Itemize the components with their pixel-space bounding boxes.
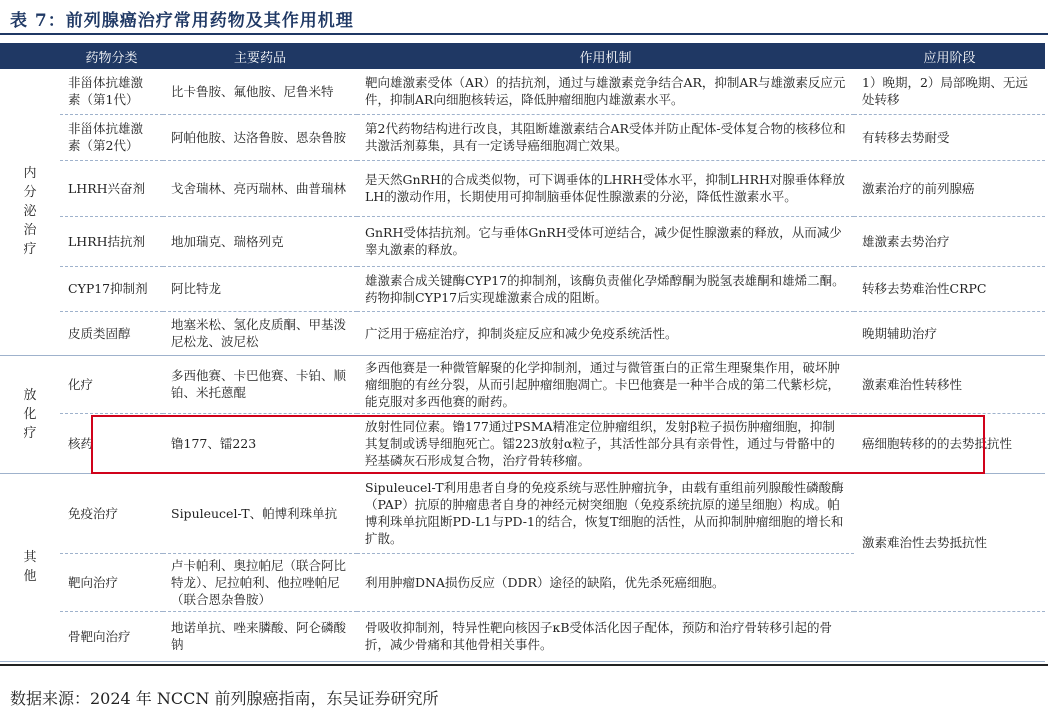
cell-mechanism: 靶向雄激素受体（AR）的拮抗剂，通过与雄激素竞争结合AR，抑制AR与雄激素反应元件，抑制AR向细胞核转运，降低肿瘤细胞内雄激素水平。 [357, 69, 854, 114]
table-row [0, 69, 1045, 114]
cell-class: CYP17抑制剂 [60, 266, 163, 311]
group-chemo: 放化疗 [0, 355, 60, 473]
cell-mechanism: GnRH受体拮抗剂。它与垂体GnRH受体可逆结合，减少促性腺激素的释放，从而减少睾丸激素的释放。 [357, 216, 854, 266]
cell-drugs: 阿帕他胺、达洛鲁胺、恩杂鲁胺 [163, 114, 357, 160]
cell-stage [854, 611, 1045, 661]
cell-stage: 转移去势难治性CRPC [854, 266, 1045, 311]
cell-stage: 激素治疗的前列腺癌 [854, 160, 1045, 216]
table-row [0, 611, 1045, 661]
header-class: 药物分类 [60, 43, 163, 69]
table-title: 表 7：前列腺癌治疗常用药物及其作用机理 [10, 11, 354, 31]
cell-drugs: 比卡鲁胺、氟他胺、尼鲁米特 [163, 69, 357, 114]
cell-class: 靶向治疗 [60, 553, 163, 611]
cell-drugs: 阿比特龙 [163, 266, 357, 311]
highlight-box [91, 415, 985, 474]
table-row [0, 160, 1045, 216]
header-drugs: 主要药品 [163, 43, 357, 69]
cell-stage: 1）晚期，2）局部晚期、无远处转移 [854, 69, 1045, 114]
header-stage: 应用阶段 [854, 43, 1045, 69]
table-row [0, 216, 1045, 266]
header-group [0, 43, 60, 69]
group-endocrine: 内分泌治疗 [0, 69, 60, 355]
cell-drugs: 戈舍瑞林、亮丙瑞林、曲普瑞林 [163, 160, 357, 216]
cell-class: 免疫治疗 [60, 473, 163, 553]
cell-mechanism: 雄激素合成关键酶CYP17的抑制剂，该酶负责催化孕烯醇酮为脱氢表雄酮和雄烯二酮。药物抑制CYP17后实现雄激素合成的阻断。 [357, 266, 854, 311]
cell-class: 化疗 [60, 355, 163, 413]
drug-table [0, 43, 1045, 662]
cell-stage: 癌细胞转移的的去势抵抗性 [854, 413, 1045, 473]
cell-drugs: 地塞米松、氢化皮质酮、甲基泼尼松龙、波尼松 [163, 311, 357, 355]
cell-drugs: 卢卡帕利、奥拉帕尼（联合阿比特龙）、尼拉帕利、他拉唑帕尼（联合恩杂鲁胺） [163, 553, 357, 611]
table-row [0, 473, 1045, 553]
source-note: 数据来源：2024 年 NCCN 前列腺癌指南，东吴证券研究所 [10, 689, 439, 708]
cell-class: 核药 [60, 413, 163, 473]
table-header-row [0, 43, 1045, 69]
title-rule [0, 33, 1048, 35]
table-row [0, 114, 1045, 160]
cell-class: 非甾体抗雄激素（第2代） [60, 114, 163, 160]
table-row [0, 266, 1045, 311]
cell-stage: 激素难治性转移性 [854, 355, 1045, 413]
table-row [0, 355, 1045, 413]
cell-class: LHRH拮抗剂 [60, 216, 163, 266]
table-row [0, 311, 1045, 355]
cell-mechanism: 骨吸收抑制剂，特异性靶向核因子κB受体活化因子配体，预防和治疗骨转移引起的骨折，减少骨痛和其他骨相关事件。 [357, 611, 854, 661]
header-mechanism: 作用机制 [357, 43, 854, 69]
cell-stage: 晚期辅助治疗 [854, 311, 1045, 355]
group-other: 其他 [0, 473, 60, 661]
cell-mechanism: 是天然GnRH的合成类似物，可下调垂体的LHRH受体水平，抑制LHRH对腺垂体释放LH的激动作用，长期使用可抑制脑垂体促性腺激素的分泌，降低性激素水平。 [357, 160, 854, 216]
cell-mechanism: 利用肿瘤DNA损伤反应（DDR）途径的缺陷，优先杀死癌细胞。 [357, 553, 854, 611]
cell-mechanism: 多西他赛是一种微管解聚的化学抑制剂，通过与微管蛋白的正常生理聚集作用，破坏肿瘤细胞的有丝分裂，从而引起肿瘤细胞凋亡。卡巴他赛是一种半合成的第二代紫杉烷，能克服对多西他赛的耐药。 [357, 355, 854, 413]
cell-stage: 雄激素去势治疗 [854, 216, 1045, 266]
cell-stage: 有转移去势耐受 [854, 114, 1045, 160]
cell-class: 非甾体抗雄激素（第1代） [60, 69, 163, 114]
cell-mechanism: Sipuleucel-T利用患者自身的免疫系统与恶性肿瘤抗争，由载有重组前列腺酸性磷酸酶（PAP）抗原的肿瘤患者自身的神经元树突细胞（免疫系统抗原的递呈细胞）构成。帕博利珠单抗阻断PD-L1与PD-1的结合，恢复T细胞的活性，从而抑制肿瘤细胞的增长和扩散。 [357, 473, 854, 553]
cell-class: LHRH兴奋剂 [60, 160, 163, 216]
cell-mechanism: 放射性同位素。镥177通过PSMA精准定位肿瘤组织，发射β粒子损伤肿瘤细胞，抑制其复制或诱导细胞死亡。镭223放射α粒子，其活性部分具有亲骨性，通过与骨骼中的羟基磷灰石形成复合物，治疗骨转移瘤。 [357, 413, 854, 473]
cell-drugs: 地诺单抗、唑来膦酸、阿仑磷酸钠 [163, 611, 357, 661]
cell-drugs: Sipuleucel-T、帕博利珠单抗 [163, 473, 357, 553]
cell-class: 骨靶向治疗 [60, 611, 163, 661]
cell-drugs: 地加瑞克、瑞格列克 [163, 216, 357, 266]
bottom-rule [0, 664, 1048, 666]
cell-mechanism: 第2代药物结构进行改良，其阻断雄激素结合AR受体并防止配体-受体复合物的核移位和共激活剂募集，具有一定诱导癌细胞凋亡效果。 [357, 114, 854, 160]
cell-mechanism: 广泛用于癌症治疗，抑制炎症反应和减少免疫系统活性。 [357, 311, 854, 355]
cell-class: 皮质类固醇 [60, 311, 163, 355]
cell-stage: 激素难治性去势抵抗性 [854, 473, 1045, 611]
cell-drugs: 镥177、镭223 [163, 413, 357, 473]
cell-drugs: 多西他赛、卡巴他赛、卡铂、顺铂、米托蒽醌 [163, 355, 357, 413]
